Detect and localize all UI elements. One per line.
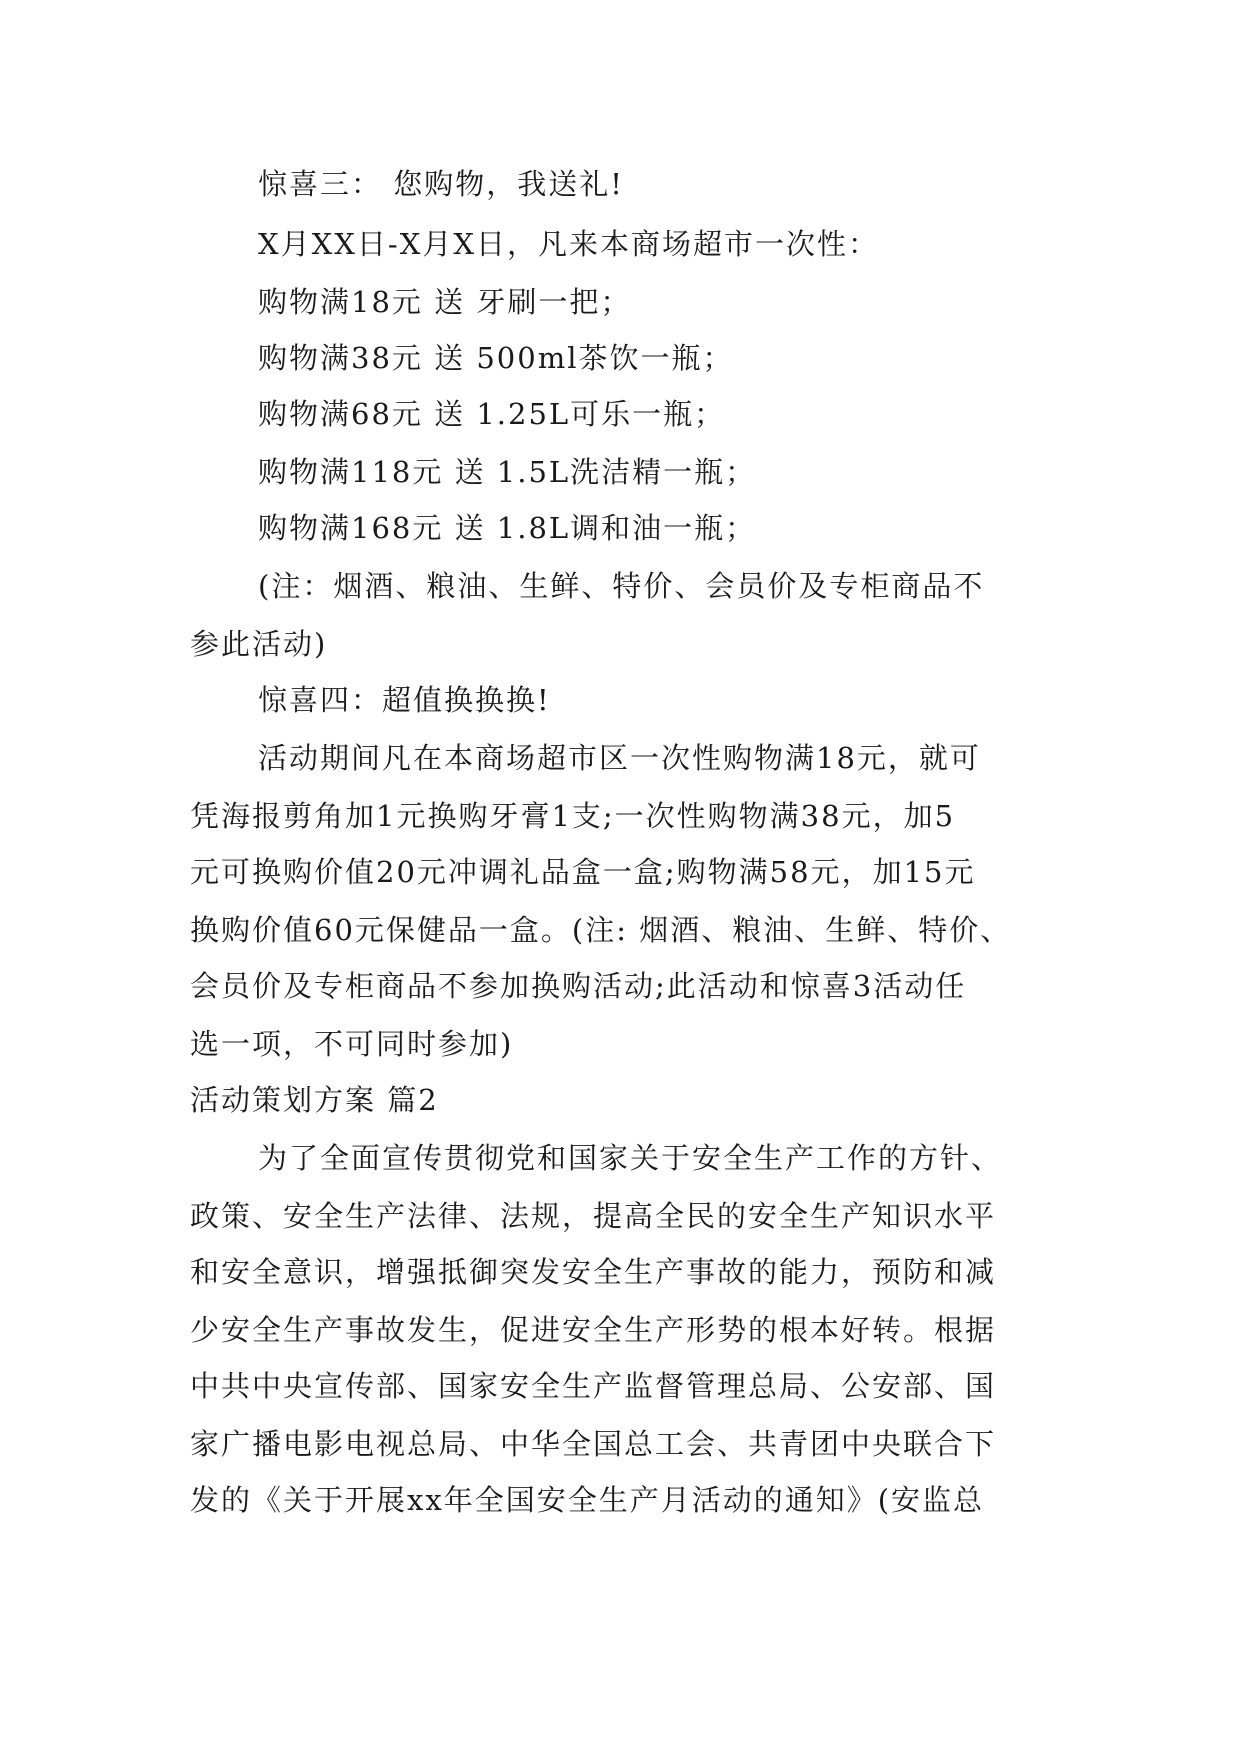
note-line-1: (注：烟酒、粮油、生鲜、特价、会员价及专柜商品不 — [258, 569, 985, 603]
surprise-four-heading: 惊喜四：超值换换换! — [258, 683, 551, 717]
exchange-paragraph-line-3: 元可换购价值20元冲调礼品盒一盒;购物满58元，加15元 — [190, 855, 976, 889]
promo-intro-line: X月XX日-X月X日，凡来本商场超市一次性： — [258, 227, 880, 261]
safety-paragraph-line-4: 少安全生产事故发生，促进安全生产形势的根本好转。根据 — [190, 1313, 997, 1347]
safety-paragraph-line-3: 和安全意识，增强抵御突发安全生产事故的能力，预防和减 — [190, 1255, 997, 1289]
exchange-paragraph-line-4: 换购价值60元保健品一盒。(注: 烟酒、粮油、生鲜、特价、 — [190, 913, 1012, 947]
note-line-2: 参此活动) — [190, 627, 328, 661]
gift-tier-38: 购物满38元 送 500ml茶饮一瓶； — [258, 341, 734, 375]
safety-paragraph-line-6: 家广播电影电视总局、中华全国总工会、共青团中央联合下 — [190, 1427, 997, 1461]
exchange-paragraph-line-1: 活动期间凡在本商场超市区一次性购物满18元，就可 — [258, 741, 981, 775]
exchange-paragraph-line-6: 选一项，不可同时参加) — [190, 1027, 514, 1061]
exchange-paragraph-line-2: 凭海报剪角加1元换购牙膏1支;一次性购物满38元，加5 — [190, 799, 956, 833]
surprise-three-heading: 惊喜三： 您购物，我送礼! — [258, 167, 624, 201]
exchange-paragraph-line-5: 会员价及专柜商品不参加换购活动;此活动和惊喜3活动任 — [190, 969, 967, 1003]
safety-paragraph-line-5: 中共中央宣传部、国家安全生产监督管理总局、公安部、国 — [190, 1369, 997, 1403]
safety-paragraph-line-7: 发的《关于开展xx年全国安全生产月活动的通知》(安监总 — [190, 1483, 985, 1517]
gift-tier-168: 购物满168元 送 1.8L调和油一瓶； — [258, 511, 757, 545]
safety-paragraph-line-2: 政策、安全生产法律、法规，提高全民的安全生产知识水平 — [190, 1199, 997, 1233]
gift-tier-118: 购物满118元 送 1.5L洗洁精一瓶； — [258, 455, 757, 489]
safety-paragraph-line-1: 为了全面宣传贯彻党和国家关于安全生产工作的方针、 — [258, 1141, 1003, 1175]
section-heading-plan-2: 活动策划方案 篇2 — [190, 1083, 439, 1117]
gift-tier-18: 购物满18元 送 牙刷一把； — [258, 285, 632, 319]
gift-tier-68: 购物满68元 送 1.25L可乐一瓶； — [258, 397, 726, 431]
